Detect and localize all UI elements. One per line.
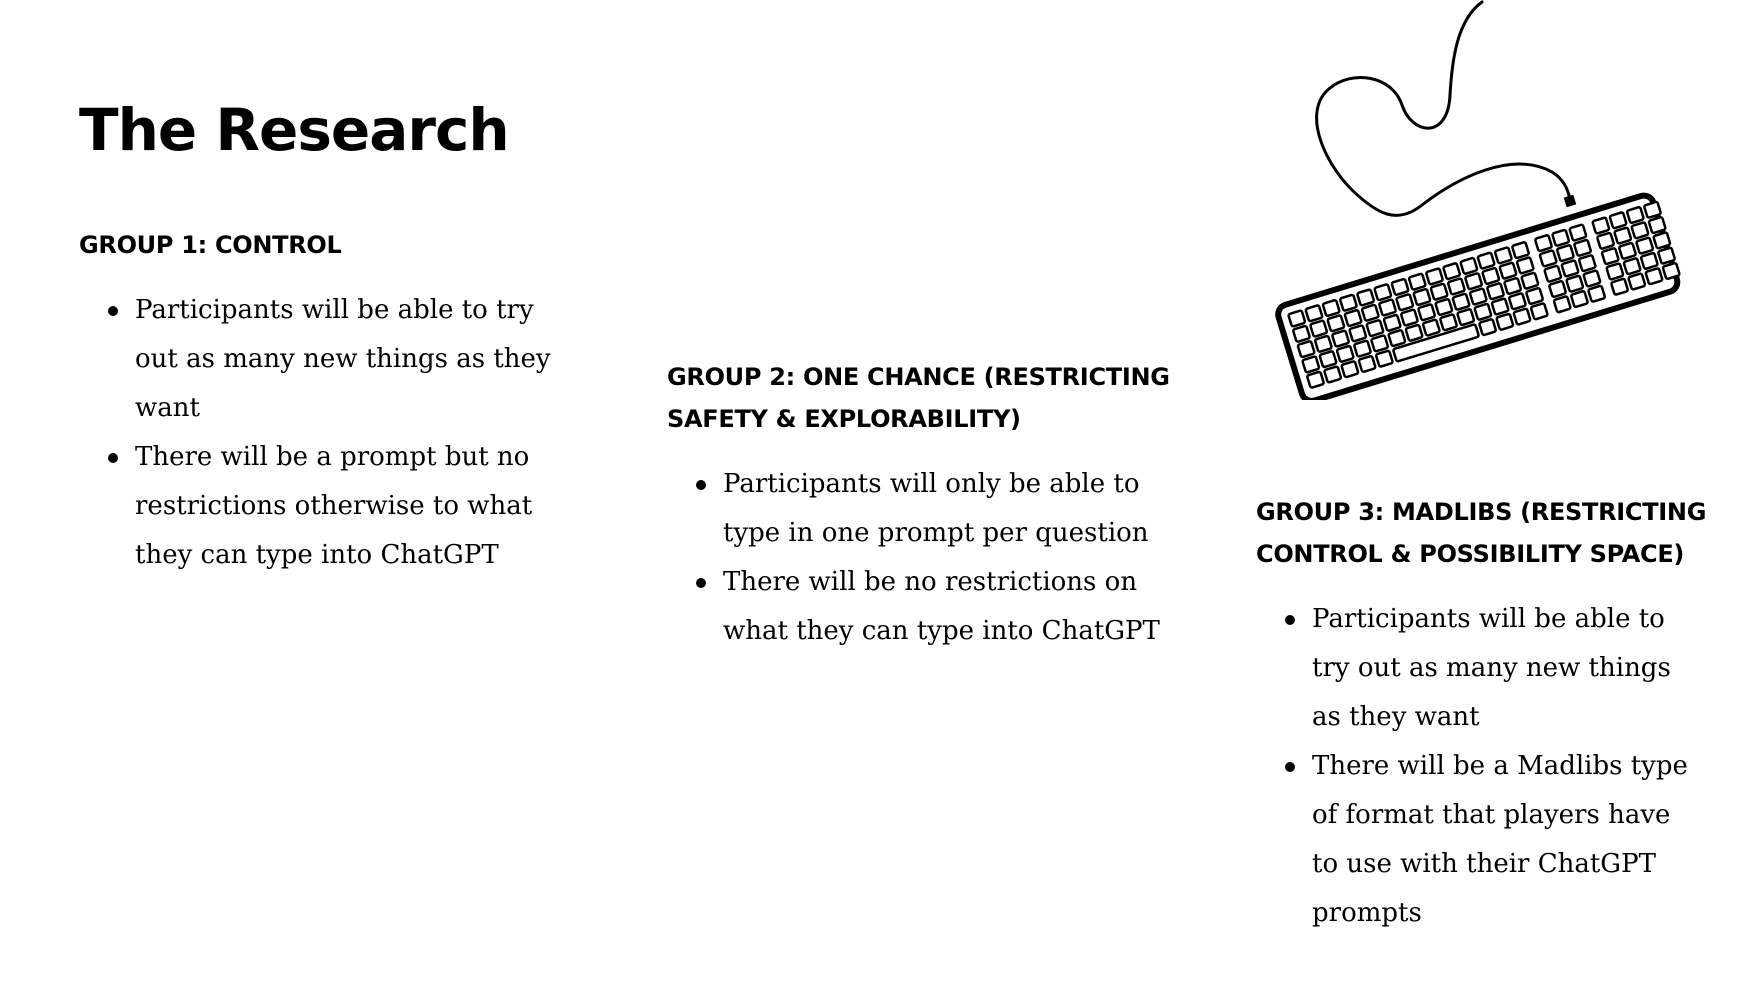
keyboard-key xyxy=(1487,283,1504,300)
keyboard-key xyxy=(1526,288,1543,305)
keyboard-key xyxy=(1609,212,1626,229)
keyboard-key xyxy=(1602,248,1619,265)
keyboard-key xyxy=(1569,224,1586,241)
keyboard-key xyxy=(1611,279,1628,296)
keyboard-key xyxy=(1374,284,1391,301)
keyboard-key xyxy=(1340,294,1357,311)
keyboard-key xyxy=(1583,270,1600,287)
keyboard-key xyxy=(1357,289,1374,306)
keyboard-key xyxy=(1366,320,1383,337)
keyboard-key xyxy=(1552,230,1569,247)
keyboard-key xyxy=(1561,260,1578,277)
keyboard-key xyxy=(1663,263,1680,280)
keyboard-key xyxy=(1521,272,1538,289)
keyboard-key xyxy=(1431,283,1448,300)
keyboard-key xyxy=(1323,300,1340,317)
keyboard-key xyxy=(1440,314,1457,331)
keyboard-key xyxy=(1474,304,1491,321)
keyboard-key xyxy=(1509,293,1526,310)
keyboard-key xyxy=(1298,341,1315,358)
keyboard-key xyxy=(1379,299,1396,316)
keyboard-key xyxy=(1443,263,1460,280)
keyboard-key xyxy=(1624,258,1641,275)
keyboard-key xyxy=(1371,335,1388,352)
keyboard-key xyxy=(1614,227,1631,244)
keyboard-key xyxy=(1310,320,1327,337)
keyboard-key xyxy=(1574,240,1591,257)
keyboard-key xyxy=(1504,278,1521,295)
keyboard-key xyxy=(1479,319,1496,336)
keyboard-key xyxy=(1457,309,1474,326)
keyboard-key xyxy=(1319,351,1336,368)
group-1-heading: GROUP 1: CONTROL xyxy=(79,231,342,259)
group-2-heading: GROUP 2: ONE CHANCE (RESTRICTING SAFETY & EXPLORABILITY) xyxy=(667,363,1170,433)
group-2-section xyxy=(667,356,1187,656)
keyboard-key xyxy=(1448,278,1465,295)
keyboard-key xyxy=(1460,258,1477,275)
bullet-icon xyxy=(1285,615,1295,625)
bullet-icon xyxy=(108,453,118,463)
keyboard-key xyxy=(1376,350,1393,367)
keyboard-key xyxy=(1418,304,1435,321)
keyboard-key xyxy=(1588,286,1605,303)
group-3-section xyxy=(1256,491,1756,938)
keyboard-key xyxy=(1557,245,1574,262)
slide-title: The Research xyxy=(79,96,509,164)
keyboard-key xyxy=(1499,262,1516,279)
keyboard-key xyxy=(1658,247,1675,264)
group-1-section xyxy=(79,224,599,580)
keyboard-key xyxy=(1628,273,1645,290)
keyboard-key xyxy=(1517,257,1534,274)
bullet-text: There will be a Madlibs type of format that players have to use with their ChatGPT prompts xyxy=(1312,751,1688,928)
keyboard-key xyxy=(1423,319,1440,336)
list-item xyxy=(79,433,599,580)
keyboard-key xyxy=(1549,281,1566,298)
keyboard-key xyxy=(1401,309,1418,326)
keyboard-key xyxy=(1627,207,1644,224)
keyboard-key xyxy=(1544,265,1561,282)
keyboard-key xyxy=(1571,291,1588,308)
keyboard-key xyxy=(1653,232,1670,249)
keyboard-key xyxy=(1606,263,1623,280)
keyboard-key xyxy=(1337,346,1354,363)
group-3-heading: GROUP 3: MADLIBS (RESTRICTING CONTROL & POSSIBILITY SPACE) xyxy=(1256,498,1707,568)
keyboard-key xyxy=(1492,298,1509,315)
keyboard-key xyxy=(1619,243,1636,260)
list-item xyxy=(1256,742,1756,938)
bullet-text: Participants will be able to try out as many new things as they want xyxy=(135,295,551,423)
bullet-text: There will be no restrictions on what they can type into ChatGPT xyxy=(723,567,1160,646)
keyboard-key xyxy=(1470,288,1487,305)
keyboard-key xyxy=(1362,305,1379,322)
keyboard-key xyxy=(1540,250,1557,267)
keyboard-key xyxy=(1426,268,1443,285)
bullet-text: Participants will be able to try out as many new things as they want xyxy=(1312,604,1671,732)
keyboard-key xyxy=(1465,273,1482,290)
keyboard-key xyxy=(1566,275,1583,292)
keyboard-key xyxy=(1649,217,1666,234)
keyboard-key xyxy=(1354,340,1371,357)
keyboard-key xyxy=(1452,294,1469,311)
keyboard-key xyxy=(1513,308,1530,325)
keyboard-key xyxy=(1315,336,1332,353)
keyboard-key xyxy=(1305,305,1322,322)
keyboard-key xyxy=(1388,330,1405,347)
list-item xyxy=(79,286,599,433)
bullet-text: Participants will only be able to type in one prompt per question xyxy=(723,469,1149,548)
keyboard-cable xyxy=(1317,2,1570,215)
keyboard-key xyxy=(1405,325,1422,342)
keyboard-key xyxy=(1293,326,1310,343)
keyboard-key xyxy=(1307,371,1324,388)
keyboard-key xyxy=(1302,356,1319,373)
keyboard-key xyxy=(1554,296,1571,313)
list-item xyxy=(667,460,1187,558)
keyboard-key xyxy=(1344,310,1361,327)
keyboard-key xyxy=(1391,279,1408,296)
keyboard-key xyxy=(1644,202,1661,219)
keyboard-key xyxy=(1359,356,1376,373)
keyboard-key xyxy=(1384,315,1401,332)
keyboard-key xyxy=(1535,235,1552,252)
keyboard-key xyxy=(1641,253,1658,270)
bullet-text: There will be a prompt but no restrictions otherwise to what they can type into ChatGPT xyxy=(135,442,533,570)
keyboard-key xyxy=(1341,361,1358,378)
keyboard-key xyxy=(1413,289,1430,306)
keyboard-key xyxy=(1435,299,1452,316)
list-item xyxy=(667,558,1187,656)
bullet-icon xyxy=(696,480,706,490)
list-item xyxy=(1256,595,1756,742)
keyboard-key xyxy=(1496,314,1513,331)
keyboard-key xyxy=(1495,247,1512,264)
keyboard-key xyxy=(1512,242,1529,259)
keyboard-icon xyxy=(1262,0,1682,400)
keyboard-key xyxy=(1597,233,1614,250)
keyboard-key xyxy=(1324,366,1341,383)
keyboard-key xyxy=(1645,268,1662,285)
keyboard-key xyxy=(1327,315,1344,332)
group-2-bullet-list xyxy=(667,460,1187,656)
keyboard-key xyxy=(1478,252,1495,269)
keyboard-key xyxy=(1631,222,1648,239)
keyboard-key xyxy=(1332,330,1349,347)
bullet-icon xyxy=(696,578,706,588)
group-3-bullet-list xyxy=(1256,595,1756,938)
keyboard-key xyxy=(1396,294,1413,311)
group-1-bullet-list xyxy=(79,286,599,580)
keyboard-key xyxy=(1409,273,1426,290)
keyboard-key xyxy=(1482,268,1499,285)
keyboard-key xyxy=(1349,325,1366,342)
keyboard-key xyxy=(1579,255,1596,272)
bullet-icon xyxy=(1285,762,1295,772)
keyboard-key xyxy=(1636,237,1653,254)
keyboard-key xyxy=(1592,217,1609,234)
keyboard-key xyxy=(1288,310,1305,327)
bullet-icon xyxy=(108,306,118,316)
keyboard-key xyxy=(1531,303,1548,320)
